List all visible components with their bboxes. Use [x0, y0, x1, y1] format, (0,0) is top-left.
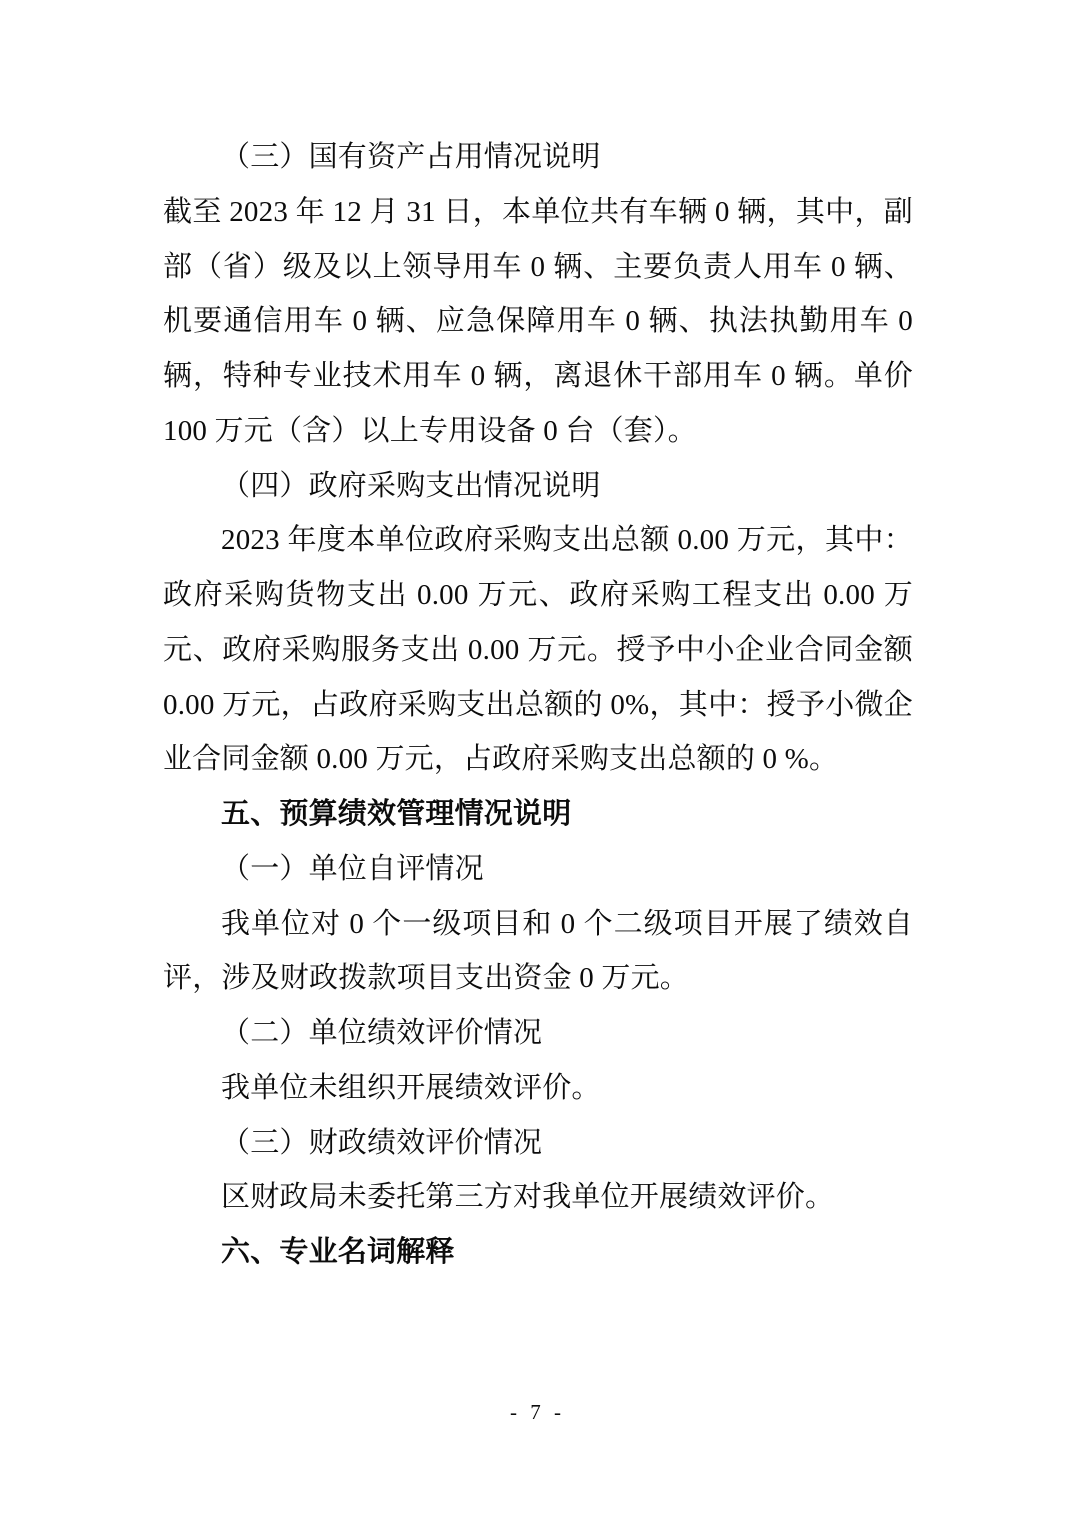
sub-heading: （四）政府采购支出情况说明	[221, 469, 601, 502]
body-paragraph: 区财政局未委托第三方对我单位开展绩效评价。	[221, 1181, 835, 1214]
document-body	[163, 130, 913, 1280]
body-paragraph: 截至 2023 年 12 月 31 日，本单位共有车辆 0 辆，其中，副部（省）级及以上领导用车 0 辆、主要负责人用车 0 辆、机要通信用车 0 辆、应急保障用车 0 辆、执法执勤用车 0 辆，特种专业技术用车 0 辆，离退休干部用车 0 辆。单价 100 万元（含）以上专用设备 0 台（套）。	[163, 195, 913, 447]
body-paragraph: 我单位对 0 个一级项目和 0 个二级项目开展了绩效自评，涉及财政拨款项目支出资金 0 万元。	[163, 907, 913, 995]
body-paragraph: 我单位未组织开展绩效评价。	[221, 1071, 601, 1104]
body-paragraph: 2023 年度本单位政府采购支出总额 0.00 万元，其中：政府采购货物支出 0.00 万元、政府采购工程支出 0.00 万元、政府采购服务支出 0.00 万元。授予中小企业合同金额 0.00 万元，占政府采购支出总额的 0%，其中：授予小微企业合同金额 0.00 万元，占政府采购支出总额的 0 %。	[163, 524, 913, 776]
page-number: - 7 -	[510, 1400, 565, 1424]
sub-heading: （三）国有资产占用情况说明	[221, 141, 601, 173]
sub-heading: （三）财政绩效评价情况	[221, 1126, 543, 1159]
sub-heading: （二）单位绩效评价情况	[221, 1017, 543, 1049]
section-heading: 五、预算绩效管理情况说明	[221, 798, 572, 830]
sub-heading: （一）单位自评情况	[221, 852, 484, 885]
section-heading: 六、专业名词解释	[221, 1236, 455, 1268]
